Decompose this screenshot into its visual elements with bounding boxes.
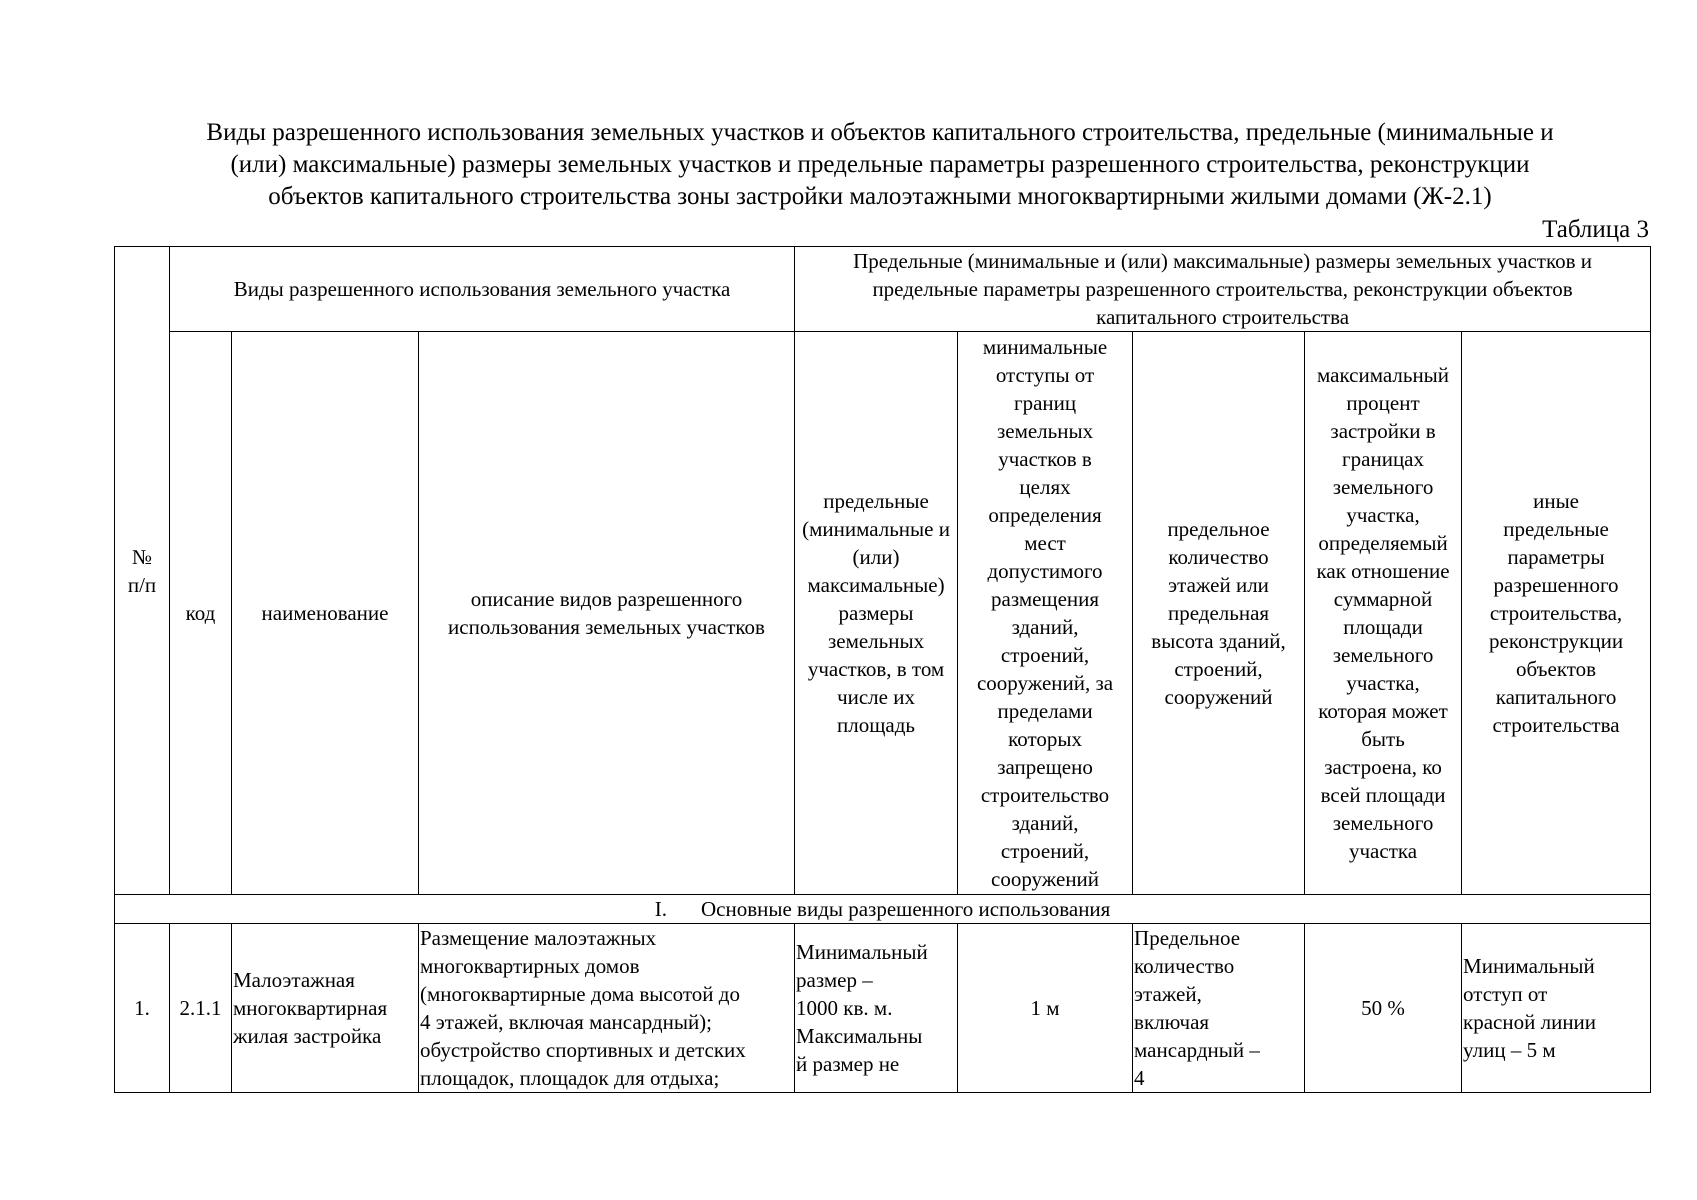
header-group-uses: Виды разрешенного использования земельного участка: [170, 247, 795, 332]
header-coverage: максимальный процент застройки в границах земельного участка, определяемый как отношение суммарной площади земельного участка, которая может быть застроена, ко всей площади земельного участка: [1305, 332, 1462, 895]
section-number: I.: [654, 897, 667, 921]
table-label: Таблица 3: [1542, 216, 1649, 243]
header-row-columns: [115, 332, 1651, 895]
row-description: Размещение малоэтажных многоквартирных домов (многоквартирные дома высотой до 4 этажей, включая мансардный); обустройство спортивных и детских площадок, площадок для отдыха;: [419, 924, 795, 1093]
header-group-params: Предельные (минимальные и (или) максимальные) размеры земельных участков и предельные параметры разрешенного строительства, реконструкции объектов капитального строительства: [795, 247, 1651, 332]
document-title: [100, 117, 1660, 213]
row-num: 1.: [115, 924, 170, 1093]
header-setbacks: минимальные отступы от границ земельных участков в целях определения мест допустимого размещения зданий, строений, сооружений, за пределами которых запрещено строительство зданий, строений, сооружений: [958, 332, 1133, 895]
header-code: код: [170, 332, 232, 895]
header-size: предельные (минимальные и (или) максимальные) размеры земельных участков, в том числе их площадь: [795, 332, 958, 895]
section-label: Основные виды разрешенного использования: [700, 897, 1111, 921]
title-line-3: объектов капитального строительства зоны застройки малоэтажными многоквартирными жилыми домами (Ж-2.1): [268, 183, 1492, 210]
header-other: иные предельные параметры разрешенного строительства, реконструкции объектов капитального строительства: [1462, 332, 1651, 895]
table-row: [115, 924, 1651, 1093]
row-floors: Предельное количество этажей, включая мансардный – 4: [1133, 924, 1305, 1093]
header-num: № п/п: [115, 247, 170, 895]
header-description: описание видов разрешенного использования земельных участков: [419, 332, 795, 895]
row-name: Малоэтажная многоквартирная жилая застройка: [232, 924, 419, 1093]
row-other: Минимальный отступ от красной линии улиц – 5 м: [1462, 924, 1651, 1093]
section-heading: [115, 895, 1651, 924]
header-name: наименование: [232, 332, 419, 895]
row-coverage: 50 %: [1305, 924, 1462, 1093]
row-code: 2.1.1: [170, 924, 232, 1093]
header-row-groups: [115, 247, 1651, 332]
title-line-1: Виды разрешенного использования земельных участков и объектов капитального строительства, предельные (минимальные и: [206, 119, 1554, 146]
section-row: [115, 895, 1651, 924]
header-floors: предельное количество этажей или предельная высота зданий, строений, сооружений: [1133, 332, 1305, 895]
row-size: Минимальный размер – 1000 кв. м. Максимальны й размер не: [795, 924, 958, 1093]
row-setbacks: 1 м: [958, 924, 1133, 1093]
title-line-2: (или) максимальные) размеры земельных участков и предельные параметры разрешенного строительства, реконструкции: [230, 151, 1530, 178]
land-use-table: [114, 246, 1651, 1093]
